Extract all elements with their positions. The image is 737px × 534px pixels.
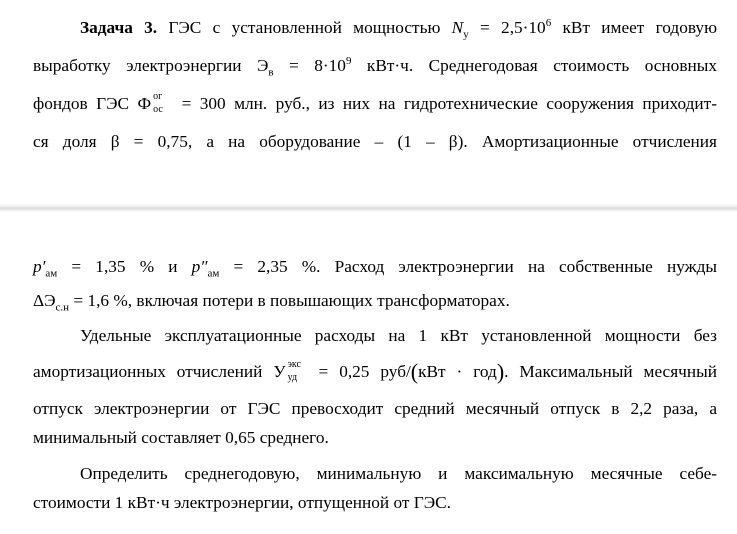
problem-line-12: стоимости 1 кВт·ч электроэнергии, отпущенной от ГЭС. bbox=[33, 493, 451, 512]
text-segment: амортизационных отчислений bbox=[33, 362, 274, 381]
rate-value: = 2,35 % bbox=[219, 257, 317, 276]
text-segment: Удельные эксплуатационные расходы на 1 кВт установленной мощности без bbox=[80, 326, 717, 345]
problem-line-2 bbox=[33, 55, 717, 77]
text-segment: = 300 млн. руб., из них на гидротехнические сооружения приходит- bbox=[173, 94, 717, 113]
text-segment: Определить среднегодовую, минимальную и максимальную месячные себе- bbox=[80, 464, 717, 483]
cost-symbol: У bbox=[273, 362, 286, 381]
conjunction: и bbox=[168, 257, 178, 276]
text-segment: . Максимальный месячный bbox=[504, 362, 717, 381]
power-value: = 2,5·10 bbox=[468, 18, 546, 37]
problem-line-7 bbox=[33, 325, 717, 347]
energy-exponent: 9 bbox=[345, 55, 352, 68]
cost-indices bbox=[286, 359, 308, 384]
rate-subscript: ам bbox=[45, 267, 58, 280]
text-segment: выработку электроэнергии Э bbox=[33, 56, 269, 75]
problem-line-1 bbox=[33, 17, 717, 39]
problem-line-4: ся доля β = 0,75, а на оборудование – (1 – β). Амортизационные отчисления bbox=[33, 132, 717, 151]
cost-value: = 0,25 руб/ bbox=[307, 362, 411, 381]
text-segment: кВт имеет годовую bbox=[551, 18, 717, 37]
problem-line-3 bbox=[33, 93, 717, 116]
problem-line-6 bbox=[33, 290, 717, 312]
problem-line-11 bbox=[33, 463, 717, 485]
text-segment: фондов ГЭС Ф bbox=[33, 94, 152, 113]
power-exponent: 6 bbox=[545, 17, 552, 30]
problem-line-10: минимальный составляет 0,65 среднего. bbox=[33, 428, 329, 447]
power-symbol: N bbox=[451, 18, 464, 37]
problem-line-9: отпуск электроэнергии от ГЭС превосходит средний месячный отпуск в 2,2 раза, а bbox=[33, 399, 717, 418]
problem-line-8 bbox=[33, 361, 717, 384]
paren-open: ( bbox=[410, 359, 419, 384]
cost-unit: кВт · год bbox=[418, 362, 497, 381]
page-divider bbox=[0, 203, 737, 212]
rate-value: = 1,35 % bbox=[57, 257, 155, 276]
depreciation-rate-2: p″ bbox=[191, 257, 208, 276]
cost-superscript: экс bbox=[287, 359, 301, 371]
problem-line-5 bbox=[33, 256, 717, 278]
depreciation-rate-1: p′ bbox=[33, 257, 46, 276]
text-segment: кВт·ч. Среднегодовая стоимость основных bbox=[351, 56, 717, 75]
text-segment: ГЭС с установленной мощностью bbox=[157, 18, 452, 37]
funds-superscript: ог bbox=[153, 91, 163, 103]
energy-value: = 8·10 bbox=[273, 56, 346, 75]
consumption-subscript: с.н bbox=[55, 301, 70, 314]
text-segment: = 1,6 %, включая потери в повышающих трансформаторах. bbox=[69, 291, 510, 310]
paren-close: ) bbox=[496, 359, 505, 384]
funds-subscript: ос bbox=[153, 104, 163, 116]
energy-subscript: в bbox=[268, 66, 274, 79]
rate-subscript: ам bbox=[207, 267, 220, 280]
power-subscript: у bbox=[463, 28, 469, 41]
text-segment: . Расход электроэнергии на собственные нужды bbox=[316, 257, 717, 276]
text-segment: ΔЭ bbox=[33, 291, 56, 310]
funds-indices bbox=[151, 91, 173, 116]
cost-subscript: уд bbox=[287, 372, 298, 384]
problem-title: Задача 3. bbox=[80, 18, 158, 37]
